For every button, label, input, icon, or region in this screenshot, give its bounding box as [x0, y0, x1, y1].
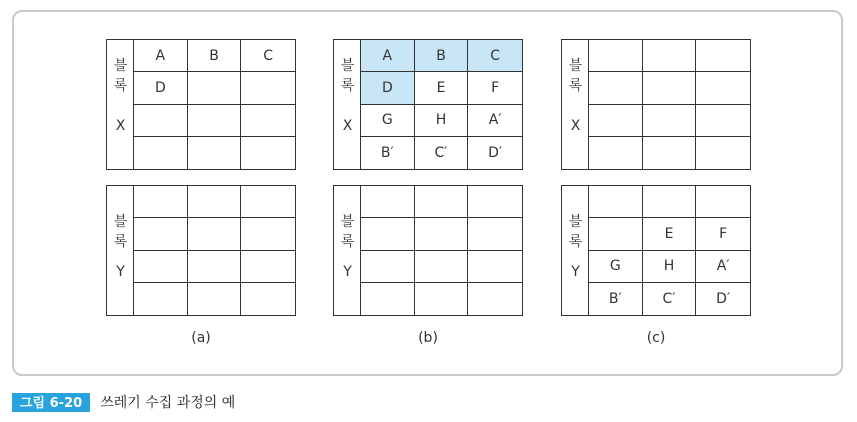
- page-cell: [589, 186, 643, 218]
- page-cell: A: [361, 40, 415, 72]
- page-cell: [589, 137, 643, 169]
- block-side-char: X: [570, 118, 581, 134]
- page-cell: B: [188, 40, 242, 72]
- page-cell: G: [589, 251, 643, 283]
- block-side-char: 록: [113, 78, 128, 94]
- block-side-char: X: [115, 118, 126, 134]
- page-cell: [589, 40, 643, 72]
- page-cell: [643, 105, 697, 137]
- page-cell: [589, 105, 643, 137]
- page-cell: [361, 251, 415, 283]
- page-cell: [361, 283, 415, 315]
- page-cell: [188, 105, 242, 137]
- page-cell: B: [415, 40, 469, 72]
- page-cell: A′: [468, 105, 522, 137]
- block-side-label: [562, 40, 589, 169]
- page-cell: F: [696, 218, 750, 250]
- panel-caption: (a): [191, 330, 211, 346]
- block-side-label: [107, 40, 134, 169]
- page-cell: [241, 186, 295, 218]
- page-cell: [643, 40, 697, 72]
- page-cell: B′: [589, 283, 643, 315]
- page-cell: [241, 72, 295, 104]
- page-cell: [643, 186, 697, 218]
- page-cell: C: [468, 40, 522, 72]
- page-cell: [696, 72, 750, 104]
- block-side-char: Y: [116, 264, 125, 280]
- page-cell: [468, 218, 522, 250]
- figure-number-badge: 그림 6-20: [12, 393, 90, 412]
- page-cell: E: [415, 72, 469, 104]
- page-cell: [589, 72, 643, 104]
- block-side-char: 블: [568, 58, 583, 74]
- page-cell: [241, 283, 295, 315]
- page-cell: [643, 72, 697, 104]
- page-grid: [361, 186, 522, 315]
- page-cell: H: [415, 105, 469, 137]
- page-cell: [188, 137, 242, 169]
- block-side-char: 록: [113, 234, 128, 250]
- page-cell: [134, 283, 188, 315]
- page-cell: [188, 72, 242, 104]
- page-grid: [589, 186, 750, 315]
- block-side-char: 블: [568, 214, 583, 230]
- page-cell: [415, 186, 469, 218]
- page-cell: [589, 218, 643, 250]
- page-cell: H: [643, 251, 697, 283]
- page-cell: [696, 137, 750, 169]
- page-cell: [241, 218, 295, 250]
- block-side-char: Y: [343, 264, 352, 280]
- page-cell: [696, 40, 750, 72]
- page-cell: [361, 218, 415, 250]
- page-cell: [241, 105, 295, 137]
- memory-block-x: [106, 39, 296, 170]
- page-cell: [468, 186, 522, 218]
- page-cell: [188, 186, 242, 218]
- page-cell: [241, 251, 295, 283]
- page-cell: [188, 218, 242, 250]
- block-side-char: X: [342, 118, 353, 134]
- page-cell: [415, 283, 469, 315]
- memory-block-x: [333, 39, 523, 170]
- page-cell: [468, 251, 522, 283]
- page-cell: B′: [361, 137, 415, 169]
- block-side-label: [107, 186, 134, 315]
- figure-caption: [12, 392, 235, 412]
- block-side-label: [334, 186, 361, 315]
- page-cell: [134, 251, 188, 283]
- page-cell: F: [468, 72, 522, 104]
- page-cell: [188, 251, 242, 283]
- page-cell: D: [134, 72, 188, 104]
- page-cell: [241, 137, 295, 169]
- block-side-char: 록: [340, 234, 355, 250]
- block-side-char: 블: [113, 214, 128, 230]
- memory-block-y: [333, 185, 523, 316]
- block-side-char: Y: [571, 264, 580, 280]
- page-cell: [134, 137, 188, 169]
- block-side-char: 블: [113, 58, 128, 74]
- page-cell: [415, 218, 469, 250]
- page-cell: D′: [716, 290, 731, 307]
- page-cell: [643, 137, 697, 169]
- memory-block-y: [106, 185, 296, 316]
- page-cell: [134, 105, 188, 137]
- page-cell: [134, 218, 188, 250]
- block-side-char: 록: [568, 234, 583, 250]
- page-cell: [468, 283, 522, 315]
- page-cell: G: [361, 105, 415, 137]
- memory-block-x: [561, 39, 751, 170]
- block-side-char: 록: [340, 78, 355, 94]
- page-cell: D: [361, 72, 415, 104]
- block-side-char: 블: [340, 214, 355, 230]
- block-side-label: [334, 40, 361, 169]
- page-cell: C′: [415, 137, 469, 169]
- figure-title: 쓰레기 수집 과정의 예: [100, 395, 236, 411]
- page-cell: A: [134, 40, 188, 72]
- block-side-label: [562, 186, 589, 315]
- page-grid: [134, 40, 295, 169]
- page-grid: [589, 40, 750, 169]
- page-cell: [696, 186, 750, 218]
- page-cell: C: [241, 40, 295, 72]
- memory-block-y: [561, 185, 751, 316]
- page-cell: C′: [643, 283, 697, 315]
- page-cell: [361, 186, 415, 218]
- page-grid: [134, 186, 295, 315]
- block-side-char: 록: [568, 78, 583, 94]
- page-cell: E: [643, 218, 697, 250]
- block-side-char: 블: [340, 58, 355, 74]
- panel-caption: (b): [418, 330, 438, 346]
- page-cell: [188, 283, 242, 315]
- page-cell: [415, 251, 469, 283]
- page-cell: [696, 105, 750, 137]
- page-cell: [134, 186, 188, 218]
- page-grid: [361, 40, 522, 169]
- panel-caption: (c): [646, 330, 666, 346]
- page-cell: A′: [696, 251, 750, 283]
- page-cell: D′: [488, 144, 503, 161]
